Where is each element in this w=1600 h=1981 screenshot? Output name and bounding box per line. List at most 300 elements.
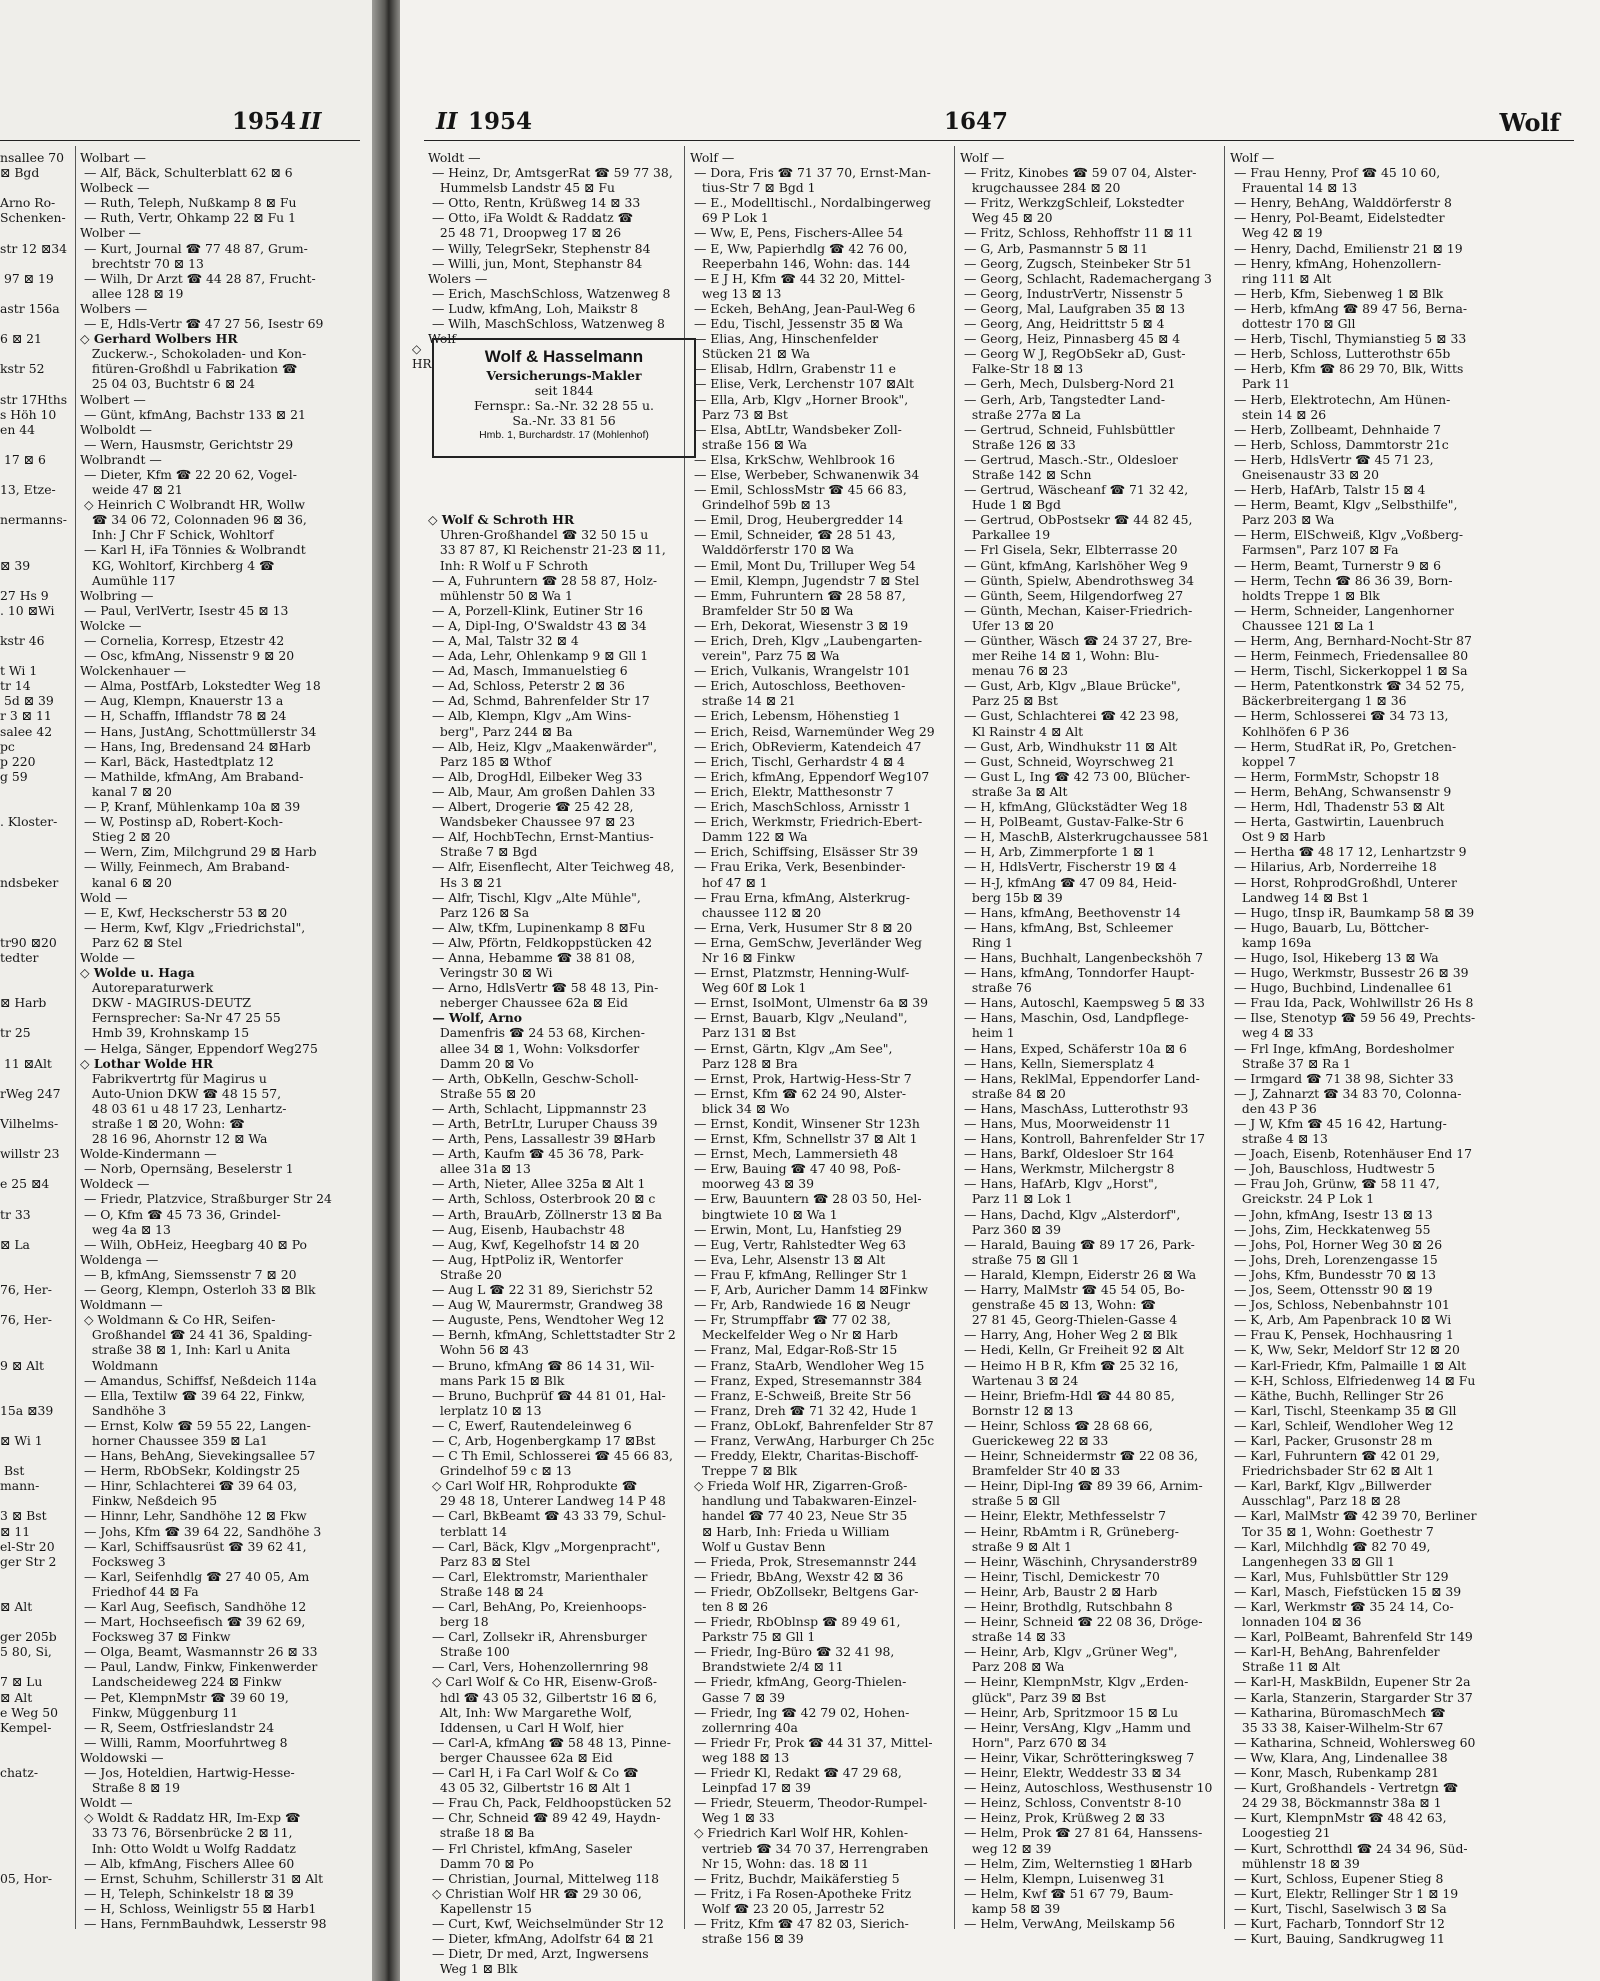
directory-line: — Ada, Lehr, Ohlenkamp 9 ⊠ Gll 1 [428,648,649,664]
directory-line: — Kurt, Großhandels - Vertretgn ☎ [1230,1780,1459,1796]
directory-line: — Arth, Schlacht, Lippmannstr 23 [428,1100,647,1116]
directory-line: — Fritz, Schloss, Rehhoffstr 11 ⊠ 11 [960,225,1194,241]
directory-line [0,1222,72,1237]
directory-line: — Günt, kfmAng, Karlshöher Weg 9 [960,557,1188,573]
directory-line [0,648,72,663]
directory-line: Parz 360 ⊠ 39 [960,1221,1062,1237]
ad-line-5: Hmb. 1, Burchardstr. 17 (Mohlenhof) [479,429,649,441]
directory-line: — Arth, Schloss, Osterbrook 20 ⊠ c [428,1191,656,1207]
directory-line: — Curt, Kwf, Weichselmünder Str 12 [428,1915,664,1931]
directory-line: Woldeck — [80,1176,150,1192]
directory-line: — G, Arb, Pasmannstr 5 ⊠ 11 [960,240,1149,256]
directory-line: — Johs, Kfm ☎ 39 64 22, Sandhöhe 3 [80,1523,322,1539]
directory-line: Parz 128 ⊠ Bra [690,1055,798,1071]
directory-line: — Helm, VerwAng, Meilskamp 56 [960,1915,1175,1931]
directory-line: 76, Her- [0,1282,52,1298]
directory-line: 27 81 45, Georg-Thielen-Gasse 4 [960,1312,1178,1328]
directory-line: — Carl, Elektromstr, Marienthaler [428,1568,648,1584]
directory-line: — Arth, ObKelln, Geschw-Scholl- [428,1070,639,1086]
directory-line: allee 34 ⊠ 1, Wohn: Volksdorfer [428,1040,640,1056]
directory-line: koppel 7 [1230,753,1296,769]
directory-line [0,286,72,301]
directory-line: ☎ 34 06 72, Colonnaden 96 ⊠ 36, [80,512,307,528]
directory-line: — Ernst, Kfm ☎ 62 24 90, Alster- [690,1085,907,1101]
directory-line: — Heinz, Schloss, Conventstr 8-10 [960,1795,1182,1811]
directory-line: lerplatz 10 ⊠ 13 [428,1402,542,1418]
directory-line: Bst [0,1463,25,1479]
directory-line: Damm 122 ⊠ Wa [690,829,808,845]
directory-line: — Amandus, Schiffsf, Neßdeich 114a [80,1372,317,1388]
directory-line: — Elsa, KrkSchw, Wehlbrook 16 [690,451,895,467]
directory-line: ger Str 2 [0,1553,57,1569]
directory-column-1 [80,150,368,1931]
left-header-rule [0,140,360,141]
directory-line: — W, Postinsp aD, Robert-Koch- [80,814,283,830]
directory-line: terblatt 14 [428,1523,507,1539]
directory-line: — Günth, Seem, Hilgendorfweg 27 [960,587,1184,603]
directory-line: Tor 35 ⊠ 1, Wohn: Goethestr 7 [1230,1523,1434,1539]
directory-line: — Frau Ida, Pack, Wohlwillstr 26 Hs 8 [1230,995,1474,1011]
ad-line-3: Fernspr.: Sa.-Nr. 32 28 55 u. [474,398,654,413]
directory-line: — Eckeh, BehAng, Jean-Paul-Weg 6 [690,300,916,316]
directory-line: Wohn 56 ⊠ 43 [428,1342,529,1358]
directory-line: — Herb, Zollbeamt, Dehnhaide 7 [1230,421,1442,437]
directory-line: — Frau Erna, kfmAng, Alsterkrug- [690,889,910,905]
directory-line: — Kurt, Tischl, Saselwisch 3 ⊠ Sa [1230,1900,1447,1916]
directory-line: Fernsprecher: Sa-Nr 47 25 55 [80,1010,281,1026]
directory-line: berg 18 [428,1614,489,1630]
directory-line: 6 ⊠ 21 [0,331,42,347]
directory-line: Weg 60f ⊠ Lok 1 [690,980,807,996]
directory-line: — Henry, kfmAng, Hohenzollern- [1230,255,1442,271]
directory-line: — Aug, HptPoliz iR, Wentorfer [428,1251,623,1267]
directory-line: heim 1 [960,1025,1015,1041]
directory-line: g 59 [0,768,28,784]
directory-line: — Joach, Eisenb, Rotenhäuser End 17 [1230,1146,1473,1162]
directory-line: — Frau K, Pensek, Hochhausring 1 [1230,1327,1454,1343]
directory-line: str 17Hths [0,391,68,407]
directory-line: — Heinr, KlempnMstr, Klgv „Erden- [960,1674,1189,1690]
directory-line: weg 4 ⊠ 33 [1230,1025,1314,1041]
directory-line: straße 38 ⊠ 1, Inh: Karl u Anita [80,1342,291,1358]
directory-line: t Wi 1 [0,663,38,679]
directory-line: ◇ Carl Wolf HR, Rohprodukte ☎ [428,1478,638,1494]
directory-line: — Frl Inge, kfmAng, Bordesholmer [1230,1040,1454,1056]
directory-line: Chaussee 121 ⊠ La 1 [1230,617,1376,633]
directory-line: — Hans, Barkf, Oldesloer Str 164 [960,1146,1174,1162]
directory-line [0,527,72,542]
directory-line [0,1161,72,1176]
directory-line: — Auguste, Pens, Wendtoher Weg 12 [428,1312,665,1328]
directory-line [0,859,72,874]
directory-line: — H, kfmAng, Glückstädter Weg 18 [960,799,1188,815]
directory-line: — Hugo, Werkmstr, Bussestr 26 ⊠ 39 [1230,965,1469,981]
directory-line: zollernring 40a [690,1719,798,1735]
directory-line: tr90 ⊠20 [0,934,57,950]
directory-line: weg 188 ⊠ 13 [690,1749,790,1765]
directory-line: Horn", Parz 670 ⊠ 34 [960,1734,1107,1750]
directory-line [0,1735,72,1750]
directory-line: — Aug, Kwf, Kegelhofstr 14 ⊠ 20 [428,1236,640,1252]
directory-line [0,829,72,844]
directory-line: — O, Kfm ☎ 45 73 36, Grindel- [80,1206,281,1222]
directory-line: — Harry, MalMstr ☎ 45 54 05, Bo- [960,1282,1185,1298]
directory-line: — Karl, MalMstr ☎ 42 39 70, Berliner [1230,1508,1477,1524]
directory-line: Wartenau 3 ⊠ 24 [960,1372,1079,1388]
directory-line: — Gerh, Mech, Dulsberg-Nord 21 [960,376,1176,392]
directory-line: — Herm, Beamt, Klgv „Selbsthilfe", [1230,497,1458,513]
directory-line: 13, Etze- [0,482,56,498]
directory-line: 48 03 61 u 48 17 23, Lenhartz- [80,1100,287,1116]
directory-line: — Willy, TelegrSekr, Stephenstr 84 [428,240,651,256]
directory-line: — Hans, Ing, Bredensand 24 ⊠Harb [80,738,311,754]
directory-line: — Heinr, Schneidermstr ☎ 22 08 36, [960,1448,1199,1464]
directory-line: — Herm, FormMstr, Schopstr 18 [1230,768,1440,784]
directory-line: — Helm, Klempn, Luisenweg 31 [960,1870,1166,1886]
directory-line: ⊠ Harb, Inh: Frieda u William [690,1523,890,1539]
directory-line: tr 25 [0,1025,31,1041]
directory-line: — Gertrud, Schneid, Fuhlsbüttler [960,421,1175,437]
directory-line: — Olga, Beamt, Wasmannstr 26 ⊠ 33 [80,1644,318,1660]
directory-line: — Friedr, Ing ☎ 42 79 02, Hohen- [690,1704,910,1720]
directory-line: — Georg, Zugsch, Steinbeker Str 51 [960,255,1193,271]
directory-line: ten 8 ⊠ 26 [690,1599,768,1614]
directory-line: Großhandel ☎ 24 41 36, Spalding- [80,1327,313,1343]
directory-line: 25 04 03, Buchtstr 6 ⊠ 24 [80,376,255,392]
directory-line: Wolers — [428,270,488,286]
directory-line: — Emm, Fuhruntern ☎ 28 58 87, [690,587,906,603]
directory-line: straße 5 ⊠ Gll [960,1493,1060,1509]
directory-line: — Frau Henny, Prof ☎ 45 10 60, [1230,165,1441,181]
directory-line: — C Th Emil, Schlosserei ☎ 45 66 83, [428,1448,673,1464]
directory-line: — Ruth, Teleph, Nußkamp 8 ⊠ Fu [80,195,297,211]
directory-line: Wolde — [80,949,135,965]
directory-line: — Jos, Schloss, Nebenbahnstr 101 [1230,1297,1450,1313]
directory-line: — Hans, Kelln, Siemersplatz 4 [960,1055,1155,1071]
directory-line: — Kurt, Journal ☎ 77 48 87, Grum- [80,240,308,256]
directory-line: — Herb, HdlsVertr ☎ 45 71 23, [1230,451,1434,467]
directory-line [428,467,680,482]
directory-line: — Dietr, Dr med, Arzt, Ingwersens [428,1946,649,1962]
directory-line: — Heinr, Schneid ☎ 22 08 36, Dröge- [960,1614,1203,1630]
directory-line: — Hans, BehAng, Sievekingsallee 57 [80,1448,316,1464]
directory-line: Kempel- [0,1719,52,1735]
ad-line-4: Sa.-Nr. 33 81 56 [512,413,616,428]
directory-line: mans Park 15 ⊠ Blk [428,1372,565,1388]
directory-line [0,346,72,361]
directory-line: Woldenga — [80,1251,159,1267]
directory-line: — E, Ww, Papierhdlg ☎ 42 76 00, [690,240,908,256]
directory-line [0,1071,72,1086]
directory-line: 15a ⊠39 [0,1402,54,1418]
directory-line: — Herta, Gastwirtin, Lauenbruch [1230,814,1445,830]
directory-line: — Heinr, Brothdlg, Rutschbahn 8 [960,1599,1173,1614]
directory-line: weg 4a ⊠ 13 [80,1221,171,1237]
directory-line: 97 ⊠ 19 [0,270,54,286]
directory-line: — Karl, PolBeamt, Bahrenfeld Str 149 [1230,1629,1473,1645]
directory-line: — Harald, Klempn, Eiderstr 26 ⊠ Wa [960,1266,1197,1282]
directory-line: ◇ Woldmann & Co HR, Seifen- [80,1312,276,1328]
directory-line: krugchaussee 284 ⊠ 20 [960,180,1121,196]
directory-line: ndsbeker [0,874,59,890]
directory-line: — Heinr, Schloss ☎ 28 68 66, [960,1417,1153,1433]
directory-line: Brandstwiete 2/4 ⊠ 11 [690,1659,844,1675]
directory-line: — P, Kranf, Mühlenkamp 10a ⊠ 39 [80,799,301,815]
directory-line: — Paul, VerlVertr, Isestr 45 ⊠ 13 [80,602,289,618]
directory-line [0,1041,72,1056]
directory-line: — Günther, Wäsch ☎ 24 37 27, Bre- [960,633,1193,648]
directory-line: — Albert, Drogerie ☎ 25 42 28, [428,799,634,815]
directory-line: 11 ⊠Alt [0,1055,52,1071]
advertisement-box [432,338,696,458]
directory-line: — Jos, Hoteldien, Hartwig-Hesse- [80,1765,295,1781]
ad-line-1: Versicherungs-Makler [486,368,642,383]
directory-line: — Friedr Kl, Redakt ☎ 47 29 68, [690,1765,902,1781]
directory-line: Wolboldt — [80,421,152,437]
directory-line: — Carl H, i Fa Carl Wolf & Co ☎ [428,1765,639,1781]
directory-line: astr 156a [0,300,60,316]
directory-line: Gneisenaustr 33 ⊠ 20 [1230,466,1380,482]
directory-line: Leinpfad 17 ⊠ 39 [690,1780,811,1796]
directory-line: — Herm, StudRat iR, Po, Gretchen- [1230,738,1457,754]
directory-line: — Erw, Bauing ☎ 47 40 98, Poß- [690,1161,901,1177]
ad-marker-hr: HR [412,357,432,371]
directory-line: — Emil, Klempn, Jugendstr 7 ⊠ Stel [690,572,920,588]
directory-column-5 [1230,150,1570,1946]
directory-line: Weg 45 ⊠ 20 [960,210,1053,226]
directory-line: — Alb, DrogHdl, Eilbeker Weg 33 [428,768,643,784]
directory-line: — Hans, kfmAng, Tonndorfer Haupt- [960,965,1195,981]
directory-line [428,482,680,497]
directory-line: — Otto, iFa Woldt & Raddatz ☎ [428,210,634,226]
directory-line: — Horst, RohprodGroßhdl, Unterer [1230,874,1457,890]
directory-line: Stieg 2 ⊠ 20 [80,829,171,845]
directory-line [0,542,72,557]
directory-line: — Karl, Schleif, Wendloher Weg 12 [1230,1417,1454,1433]
directory-line [0,1659,72,1674]
directory-line: — Willy, Feinmech, Am Braband- [80,859,290,875]
directory-line: ◇ Woldt & Raddatz HR, Im-Exp ☎ [80,1810,301,1826]
directory-line: — Heinr, RbAmtm i R, Grüneberg- [960,1523,1179,1539]
directory-line: — Friedr, kfmAng, Georg-Thielen- [690,1674,907,1690]
directory-line [428,497,680,512]
directory-line: kstr 46 [0,633,45,648]
directory-line: — Karl, Fuhruntern ☎ 42 01 29, [1230,1448,1440,1464]
directory-line: Bäckerbreitergang 1 ⊠ 36 [1230,693,1407,709]
directory-line: Meckelfelder Weg o Nr ⊠ Harb [690,1327,898,1343]
directory-line: — A, Fuhruntern ☎ 28 58 87, Holz- [428,572,658,588]
directory-line: — H, Teleph, Schinkelstr 18 ⊠ 39 [80,1885,294,1901]
directory-line: — E J H, Kfm ☎ 44 32 20, Mittel- [690,270,905,286]
directory-line: rWeg 247 [0,1085,61,1101]
directory-line: Parz 73 ⊠ Bst [690,406,788,422]
directory-line: Wolber — [80,225,141,241]
directory-line: — Pet, KlempnMstr ☎ 39 60 19, [80,1689,289,1705]
directory-line: — Karl, Packer, Grusonstr 28 m [1230,1432,1433,1448]
directory-line: weg 12 ⊠ 39 [960,1840,1052,1856]
directory-line: ⊠ La [0,1236,30,1252]
directory-line: ◇ Wolf & Schroth HR [428,512,575,528]
directory-line: Bramfelder Str 40 ⊠ 33 [960,1463,1121,1479]
directory-line: — Erich, kfmAng, Eppendorf Weg107 [690,768,930,784]
directory-line: Walddörferstr 170 ⊠ Wa [690,542,855,558]
directory-line: — Helm, Prok ☎ 27 81 64, Hanssens- [960,1825,1203,1841]
directory-line: — Franz, VerwAng, Harburger Ch 25c [690,1432,935,1448]
directory-line: Damm 70 ⊠ Po [428,1855,534,1871]
directory-line: — Heimo H B R, Kfm ☎ 25 32 16, [960,1357,1179,1373]
directory-line: Parz 83 ⊠ Stel [428,1553,531,1569]
directory-line: — Jos, Seem, Ottensstr 90 ⊠ 19 [1230,1282,1433,1298]
directory-line: — Hugo, tInsp iR, Baumkamp 58 ⊠ 39 [1230,904,1475,920]
left-page-year: 1954 [232,108,297,135]
directory-line: holdts Treppe 1 ⊠ Blk [1230,587,1380,603]
directory-line: — Elise, Verk, Lerchenstr 107 ⊠Alt [690,376,915,392]
directory-column-4 [960,150,1220,1931]
directory-line: — Karl H, iFa Tönnies & Wolbrandt [80,542,306,558]
directory-line: — E., Modelltischl., Nordalbingerweg [690,195,931,211]
directory-line: Wolf — [428,331,473,347]
directory-line: Damenfris ☎ 24 53 68, Kirchen- [428,1025,645,1041]
directory-line: kamp 58 ⊠ 39 [960,1900,1061,1916]
directory-line: — Bruno, Buchprüf ☎ 44 81 01, Hal- [428,1387,666,1403]
directory-line: — Frl Gisela, Sekr, Elbterrasse 20 [960,542,1178,558]
directory-line: straße 84 ⊠ 20 [960,1085,1066,1101]
directory-line: Sandhöhe 3 [80,1402,167,1418]
directory-line: — Erich, Werkmstr, Friedrich-Ebert- [690,814,923,830]
directory-line: Focksweg 3 [80,1553,166,1569]
directory-line: — Hans, Maschin, Osd, Landpflege- [960,1010,1189,1026]
directory-line [0,1297,72,1312]
directory-line: — Heinr, Vikar, Schrötteringksweg 7 [960,1749,1195,1765]
guide-word: Wolf [1499,108,1560,137]
right-page-section: II [436,108,458,135]
directory-line: Parz 185 ⊠ Wthof [428,753,552,769]
directory-line: — Hans, JustAng, Schottmüllerstr 34 [80,723,317,739]
directory-line: — Carl, Bäck, Klgv „Morgenpracht", [428,1538,661,1554]
directory-line: . 10 ⊠Wi [0,602,55,618]
directory-line: — Erich, Elektr, Matthesonstr 7 [690,783,894,799]
directory-line: — Herb, Kfm ☎ 86 29 70, Blk, Witts [1230,361,1464,377]
directory-line: Wandsbeker Chaussee 97 ⊠ 23 [428,814,636,830]
directory-line: straße 277a ⊠ La [960,406,1081,422]
directory-line: Weg 1 ⊠ 33 [690,1810,775,1826]
directory-line: — H, MaschB, Alsterkrugchaussee 581 [960,829,1210,845]
directory-line [0,965,72,980]
directory-line: — Dora, Fris ☎ 71 37 70, Ernst-Man- [690,165,931,181]
directory-line: — Hinnr, Lehr, Sandhöhe 12 ⊠ Fkw [80,1508,307,1524]
directory-line: — Hedi, Kelln, Gr Freiheit 92 ⊠ Alt [960,1342,1184,1358]
directory-line: — Kurt, Bauing, Sandkrugweg 11 [1230,1931,1445,1947]
directory-line: Friedrichsbader Str 62 ⊠ Alt 1 [1230,1463,1435,1479]
directory-line: — Heinr, Wäschinh, Chrysanderstr89 [960,1553,1198,1569]
directory-line: — B, kfmAng, Siemssenstr 7 ⊠ 20 [80,1266,297,1282]
directory-line [0,1841,72,1856]
directory-line [0,1252,72,1267]
directory-line: Parz 126 ⊠ Sa [428,904,530,920]
directory-line: — Ad, Schmd, Bahrenfelder Str 17 [428,693,650,709]
directory-line: — Ernst, Schuhm, Schillerstr 31 ⊠ Alt [80,1870,324,1886]
directory-line: — Gertrud, Wäscheanf ☎ 71 32 42, [960,482,1189,498]
directory-line: mer Reihe 14 ⊠ 1, Wohn: Blu- [960,648,1160,664]
directory-line: — Franz, Dreh ☎ 71 32 42, Hude 1 [690,1402,918,1418]
directory-line: — Georg W J, RegObSekr aD, Gust- [960,346,1186,362]
directory-line: ◇ Gerhard Wolbers HR [80,331,238,347]
directory-line: Ost 9 ⊠ Harb [1230,829,1326,845]
directory-line: — Ww, Klara, Ang, Lindenallee 38 [1230,1749,1448,1765]
directory-line: — Johs, Dreh, Lorenzengasse 15 [1230,1251,1438,1267]
directory-line [0,1388,72,1403]
directory-line: Wolf — [690,150,735,165]
directory-line [0,1342,72,1357]
directory-line: — Georg, Ang, Heidrittstr 5 ⊠ 4 [960,316,1165,332]
directory-line: straße 1 ⊠ 20, Wohn: ☎ [80,1116,245,1131]
directory-line: — Johs, Kfm, Bundesstr 70 ⊠ 13 [1230,1266,1437,1282]
directory-line: — Heinr, Arb, Klgv „Grüner Weg", [960,1644,1178,1660]
directory-line: — Hans, Werkmstr, Milchergstr 8 [960,1161,1175,1177]
directory-line: 9 ⊠ Alt [0,1357,45,1373]
directory-line: — Aug L ☎ 22 31 89, Sierichstr 52 [428,1282,654,1298]
directory-line: — Ernst, Kfm, Schnellstr 37 ⊠ Alt 1 [690,1131,918,1147]
directory-line: — Carl-A, kfmAng ☎ 58 48 13, Pinne- [428,1734,671,1750]
directory-line: Ufer 13 ⊠ 20 [960,617,1054,633]
directory-line: straße 18 ⊠ Ba [428,1825,535,1841]
directory-line: Landweg 14 ⊠ Bst 1 [1230,889,1370,905]
directory-line: Woldt — [80,1795,133,1811]
directory-line: Fabrikvertrtg für Magirus u [80,1070,267,1086]
directory-line: — Alb, kfmAng, Fischers Allee 60 [80,1855,295,1871]
directory-line [0,376,72,391]
directory-line: — Kurt, Schloss, Eupener Stieg 8 [1230,1870,1444,1886]
directory-line: kanal 6 ⊠ 20 [80,874,172,890]
ad-marker [412,342,432,372]
directory-line: — Helm, Zim, Welternstieg 1 ⊠Harb [960,1855,1193,1871]
directory-line: ⊠ Bgd [0,165,40,181]
directory-line: Arno Ro- [0,195,56,211]
directory-line: — Friedr, Ing-Büro ☎ 32 41 98, [690,1644,895,1660]
directory-line [0,1750,72,1765]
directory-line: — Emil, Mont Du, Trilluper Weg 54 [690,557,916,573]
directory-line: — Fr, Arb, Randwiede 16 ⊠ Neugr [690,1297,911,1313]
directory-line: straße 4 ⊠ 13 [1230,1131,1328,1147]
directory-line [0,980,72,995]
right-header-rule [424,140,1574,141]
directory-line: — Ernst, Platzmstr, Henning-Wulf- [690,965,910,981]
directory-line [0,256,72,271]
directory-line: — Alb, Heiz, Klgv „Maakenwärder", [428,738,658,754]
directory-line: — Georg, Klempn, Osterloh 33 ⊠ Blk [80,1282,316,1298]
directory-line: handel ☎ 77 40 23, Neue Str 35 [690,1508,908,1524]
directory-line: — Hans, FernmBauhdwk, Lesserstr 98 [80,1915,327,1931]
directory-line: — Heinz, Autoschloss, Westhusenstr 10 [960,1780,1213,1796]
directory-line: Wolckenhauer — [80,663,187,679]
directory-line [0,180,72,195]
directory-line: — Frieda, Prok, Stresemannstr 244 [690,1553,917,1569]
directory-line: — Herm, ElSchweiß, Klgv „Voßberg- [1230,527,1464,543]
directory-line: — Helga, Sänger, Eppendorf Weg275 [80,1040,318,1056]
directory-line: el-Str 20 [0,1538,55,1554]
directory-line: — Friedr, BbAng, Wexstr 42 ⊠ 36 [690,1568,904,1584]
directory-line: Autoreparaturwerk [80,980,214,996]
directory-line: Straße 148 ⊠ 24 [428,1583,544,1599]
directory-line: — Käthe, Buchh, Rellinger Str 26 [1230,1387,1444,1403]
directory-line: 25 48 71, Droopweg 17 ⊠ 26 [428,225,622,241]
directory-line: — Ilse, Stenotyp ☎ 59 56 49, Prechts- [1230,1010,1476,1026]
directory-line: — Frl Christel, kfmAng, Saseler [428,1840,632,1856]
directory-line: KG, Wohltorf, Kirchberg 4 ☎ [80,557,275,573]
directory-line: Weg 1 ⊠ Blk [428,1961,518,1977]
directory-line: ⊠ 39 [0,557,31,573]
directory-line: — J, Zahnarzt ☎ 34 83 70, Colonna- [1230,1085,1462,1101]
